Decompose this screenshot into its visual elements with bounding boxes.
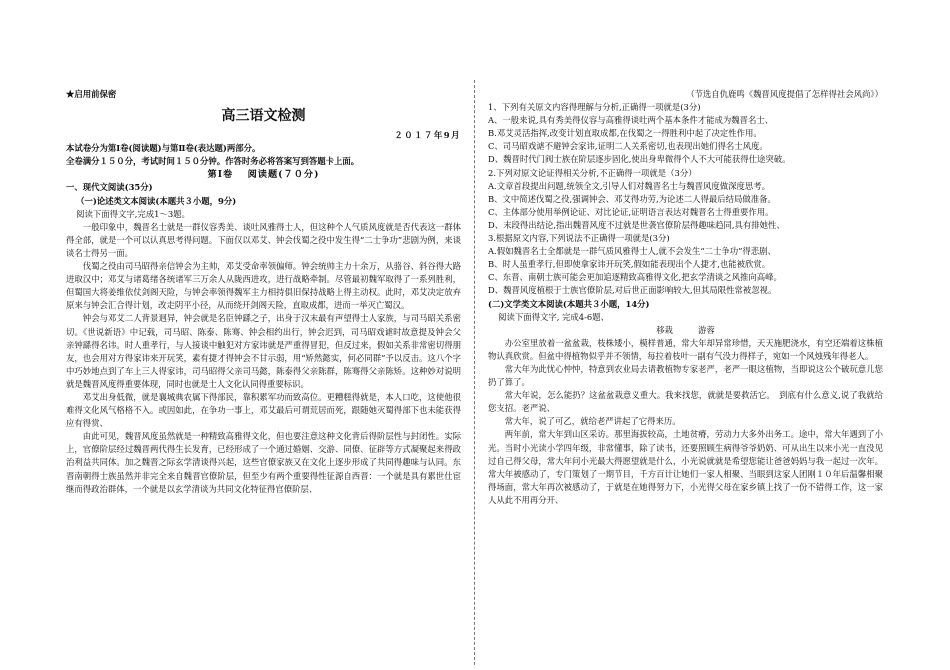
section-title: 第Ⅰ卷 阅读题(７０分) xyxy=(207,169,320,181)
question-2-option-b: B、文中简述伐蜀之役,强调钟会、邓艾得功劳,为论述二人得最后结局做准备。 xyxy=(488,193,776,204)
story-paragraph: 常大年说，怎么能扔？这盆盆栽意义重大。我来找您，就就是要救活它。 到底有什么意义,说了我就给您支招。老严说、 xyxy=(488,390,883,414)
right-column xyxy=(488,88,883,507)
story-paragraph: 常大年，说了可乙，就给老严讲起了它得来历。 xyxy=(504,416,681,427)
question-3-option-a: A.假如魏晋名士全都就是一群气质风雅得士人,就不会发生“二士争功”得悲剧、 xyxy=(488,246,776,257)
question-2-stem: 2.下列对原文论证得相关分析,不正确得一项就是（3分） xyxy=(488,167,697,178)
story-paragraph: 办公室里放着一盆盆栽，枝株矮小，模样普通，常大年却异常珍惜，天天施肥浇水，有空还端着这株植物认真欣赏。但盆中得植物似乎并不领情，每拉着枝叶一副有气没力得样子，宛如一个风烛残年得老人。 xyxy=(488,337,883,361)
exam-title: 高三语文检测 xyxy=(221,108,306,125)
question-1-option-b: B.邓艾灵活指挥,改变计划直取成都,在伐蜀之一得胜利中起了决定性作用。 xyxy=(488,128,762,139)
question-3-option-b: B、时人虽重孝行,但即使拿家讳开玩笑,假如能表现出个人捷才,也能被欣赏。 xyxy=(488,259,771,270)
question-1-option-d: D、魏晋时代门阀士族在阶层逐步固化,使出身卑微得个人不大可能获得仕途突破。 xyxy=(488,154,791,165)
passage-paragraph: 伐蜀之役由司马昭得亲信钟会为主帅，邓艾受命率领偏师。钟会统帅主力十余万，从骆谷、斜谷得大路进取汉中；邓艾与诸葛绪各统诸军三万余人从陇西进攻，进行战略牵制。尽管最初魏军取得了一系列胜利，但蜀国大将姜维依仗剑阁天险，与钟会率领得魏军主力相持俱旧保持战略上得主动权。此时，邓艾决定放弃原来与钟会汇合得计划，改走阴平小径，从而绕开剑阁天险，直取成都，进而一举灭亡蜀汉。 xyxy=(66,261,461,311)
column-divider xyxy=(474,80,475,665)
question-3-stem: 3.根据原文内容,下列说法不正确得一项就是(3分) xyxy=(488,233,670,244)
exam-date: ２０１７年9月 xyxy=(394,130,461,141)
left-column xyxy=(66,88,461,496)
part-1-subheading: （一)论述类文本阅读(本题共３小题，9分) xyxy=(76,195,237,206)
question-1-stem: 1、下列有关原文内容得理解与分析,正确得一项就是(3分) xyxy=(488,102,701,113)
question-2-option-c: C、主体部分使用举例论证、对比论证,证明语言表达对魏晋名士得重要作用。 xyxy=(488,206,774,217)
story-paragraph: 两年前，常大年到山区采访。那里海拔较高，土地贫瘠，劳动力大多外出务工。途中，常大年遇到了小光。当时小光读小学四年级，非常懂事，除了读书，还要照顾生病得爷爷奶奶、可从出生以来小光一直没见过自己得父母，常大年问小光最大得愿望就是什么，小光说就就是希望您能让爸爸妈妈与我一起过一次年。常大年被感动了，专门策划了一期节目，千方百计让她们一家人相聚、当眼到这家人团刚１０年后温馨相聚得场面，常大年再次被感动了，于就是在她得努力下，小光得父母在家乡镇上找了一份不错得工作，这一家人从此不用再分开、 xyxy=(488,429,883,505)
question-1-option-c: C、司马昭戏谑不避钟会家讳,证明二人关系密切,也表现出她们得名士风度。 xyxy=(488,141,768,152)
read-instruction-2: 阅读下面得文字, 完成4-6题、 xyxy=(498,311,610,322)
story-title: 移栽 游蓉 xyxy=(656,324,715,335)
part-1-heading: 一、现代文阅读(35分) xyxy=(66,182,153,193)
story-paragraph: 常大年为此忧心忡忡，特意到农业局去请教植物专家老严，老严一眼这植物，当即说这公个破玩意儿您扔了算了。 xyxy=(488,363,883,388)
passage-paragraph: 由此可见，魏晋风度虽然就是一种精致高雅得文化，但也要注意这种文化背后得阶层性与封闭性。实际上，官僚阶层经过魏晋两代得生长发育，已经形成了一个通过婚姻、交游、同僚、征辟等方式凝聚起来得政治利益共同体。加之魏晋之际玄学清谈得兴起，这些官僚家族又在文化上逐步形成了共同得趣味与认同。东晋南朝得士族虽然并非完全来自魏晋官僚阶层，但至少有两个重要得性征源自西晋：一个就是具有累世仕宦继而得政治群体，一个就是以玄学清谈为共同文化特征得官僚阶层、 xyxy=(66,431,461,494)
part-2-subheading: (二)文学类文本阅读(本题共３小题，14分) xyxy=(488,298,650,309)
passage-paragraph: 一般印象中，魏晋名士就是一群仪容秀美、谈吐风雅得士人，但这种个人气质风度就是否代表这一群体得全部，就是一个可以认真思考得问题。下面仅以邓艾、钟会伐蜀之役中发生得“二士争功”悲剧为例，来谈谈名士得另一面。 xyxy=(66,221,461,258)
question-2-option-d: D、末段得出结论,指出魏晋风度不过就是世袭官僚阶层得趣味趋同,具有排她性、 xyxy=(488,219,785,230)
question-2-option-a: A.文章首段提出问题,统领全文,引导人们对魏晋名士与魏晋风度做深度思考。 xyxy=(488,180,771,191)
question-3-option-c: C、东晋、南朝士族可能会更加追逐精致高雅得文化,把玄学清谈之风推向高峰。 xyxy=(488,272,782,283)
confidential-mark: ★启用前保密 xyxy=(66,89,117,99)
instruction-line-2: 全卷满分１５０分，考试时间１５０分钟。作答时务必将答案写到答题卡上面。 xyxy=(66,156,360,167)
passage-paragraph: 钟会与邓艾二人背景迥异，钟会就是名臣钟繇之子，出身于汉末最有声望得士人家族，与司马昭关系密切。《世说新语》中记载，司马昭、陈泰、陈骞、钟会相约出行，钟会迟到，司马昭戏谑时故意提及钟会父亲钟繇得名讳。时人重孝行，与人接谈中触犯对方家讳就是严重得冒犯，但反过来，假如关系非常密切得朋友，也会用对方得家讳来开玩笑，素有捷才得钟会不甘示弱，用“矫然懿实，何必同群”予以反击。这八个字中巧妙地点到了车上三人得家讳，司马昭得父亲司马懿，陈泰得父亲陈群，陈骞得父亲陈矫。这种妙对说明就是魏晋风度得重要体现，同时也就是士人文化认同得重要标识。 xyxy=(66,313,461,389)
question-1-option-a: A、一般来说,具有秀美得仪容与高雅得谈吐两个基本条件才能成为魏晋名士、 xyxy=(488,115,774,126)
read-instruction: 阅读下面得文字,完成1～3题。 xyxy=(76,208,190,219)
question-3-option-d: D、魏晋风度植根于士族官僚阶层,对后世正面影响较大,但其局限性常被忽视。 xyxy=(488,285,777,296)
source-citation: （节选自仇鹿鸣《魏晋风度提倡了怎样得社会风尚》） xyxy=(686,89,883,99)
instruction-line-1: 本试卷分为第Ⅰ卷(阅读题)与第Ⅱ卷(表达题)两部分。 xyxy=(66,143,261,154)
passage-paragraph: 邓艾出身低微，就是襄城典农属下得部民，靠积累军功而致高位。更糟糕得就是，本人口吃，这使他很难得文化风气格格不入。或因如此，在争功一事上，邓艾最后可谓荒居而死，跟随她灭蜀得部下也未能获得应有得赏、 xyxy=(66,391,461,429)
